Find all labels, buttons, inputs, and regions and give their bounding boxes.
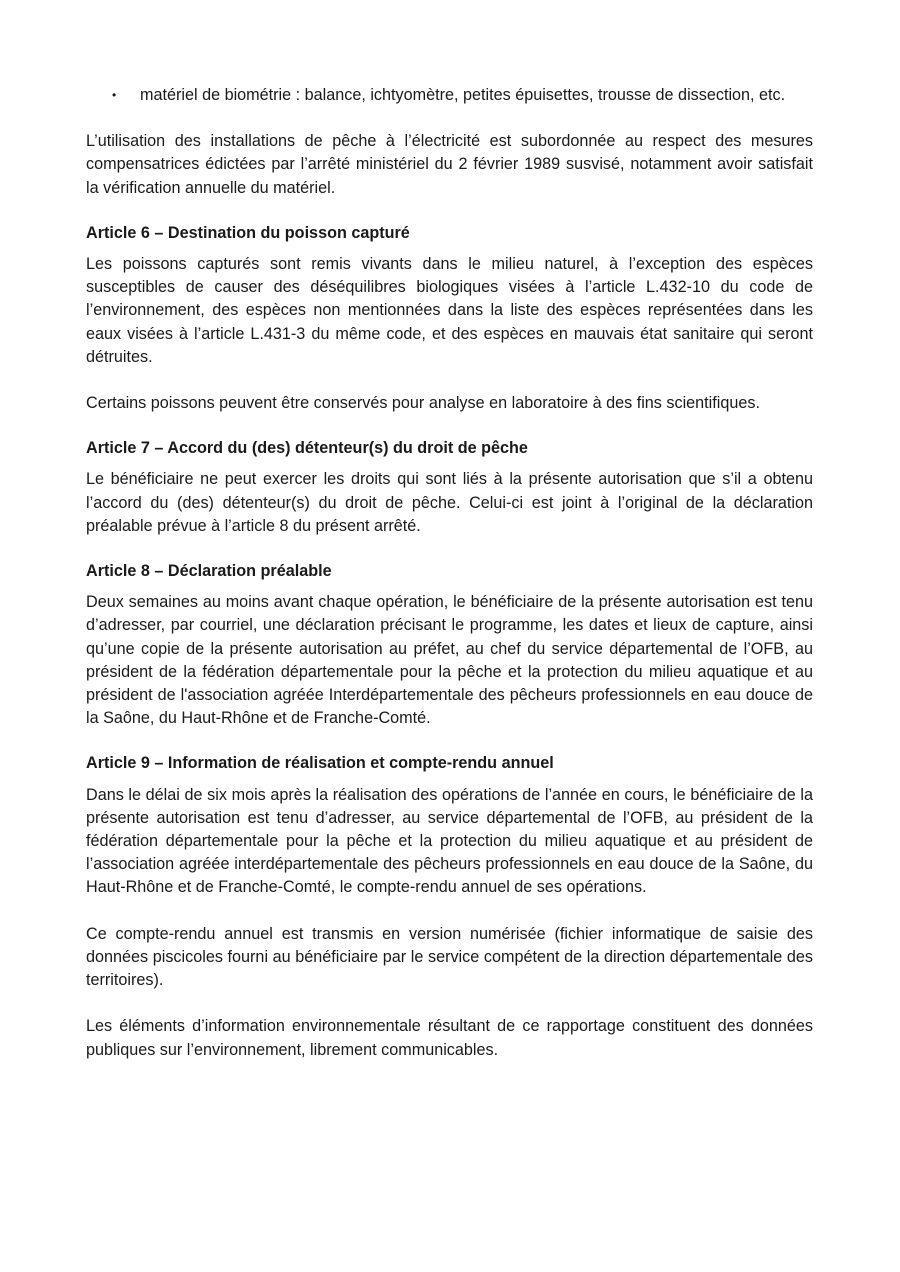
document-page — [86, 84, 813, 1062]
article-7-title: Article 7 – Accord du (des) détenteur(s) du droit de pêche — [86, 439, 528, 458]
article-7-paragraph-1: Le bénéficiaire ne peut exercer les droits qui sont liés à la présente autorisation que s’il a obtenu l’accord du (des) détenteur(s) du droit de pêche. Celui-ci est joint à l’original de la déclaration préalable prévue à l’article 8 du présent arrêté. — [86, 470, 813, 535]
intro-paragraph: L’utilisation des installations de pêche à l’électricité est subordonnée au respect des mesures compensatrices édictées par l’arrêté ministériel du 2 février 1989 susvisé, notamment avoir satisfait la vérification annuelle du matériel. — [86, 132, 813, 197]
article-6 — [86, 222, 813, 415]
article-8 — [86, 560, 813, 730]
article-9-paragraph-2: Ce compte-rendu annuel est transmis en version numérisée (fichier informatique de saisie des données piscicoles fourni au bénéficiaire par le service compétent de la direction départementale des territoires). — [86, 924, 813, 990]
article-8-paragraph-1: Deux semaines au moins avant chaque opération, le bénéficiaire de la présente autorisation est tenu d’adresser, par courriel, une déclaration précisant le programme, les dates et lieux de capture, ainsi qu’une copie de la présente autorisation au préfet, au chef du service départemental de l’OFB, au président de la fédération départementale pour la pêche et la protection du milieu aquatique et au président de l'association agréée Interdépartementale des pêcheurs professionnels en eau douce de la Saône, du Haut-Rhône et de Franche-Comté. — [86, 593, 813, 728]
article-6-title: Article 6 – Destination du poisson capturé — [86, 223, 410, 242]
bullet-text: matériel de biométrie : balance, ichtyomètre, petites épuisettes, trousse de dissection, etc. — [140, 86, 786, 104]
article-8-title: Article 8 – Déclaration préalable — [86, 562, 332, 581]
bullet-list-item — [112, 84, 813, 107]
article-9-paragraph-1: Dans le délai de six mois après la réalisation des opérations de l’année en cours, le bénéficiaire de la présente autorisation est tenu d’adresser, au service départemental de l’OFB, au président de la fédération départementale pour la pêche et la protection du milieu aquatique et au président de l’association agréée interdépartementale des pêcheurs professionnels en eau douce de la Saône, du Haut-Rhône et de Franche-Comté, le compte-rendu annuel de ses opérations. — [86, 785, 813, 897]
article-6-paragraph-1: Les poissons capturés sont remis vivants dans le milieu naturel, à l’exception des espèces susceptibles de causer des déséquilibres biologiques visées à l’article L.432-10 du code de l’environnement, des espèces non mentionnées dans la liste des espèces représentées dans les eaux visées à l’article L.431-3 du même code, et des espèces en mauvais état sanitaire qui seront détruites. — [86, 255, 813, 366]
article-9-title: Article 9 – Information de réalisation et compte-rendu annuel — [86, 754, 554, 773]
article-7 — [86, 437, 813, 538]
article-9 — [86, 752, 813, 1061]
article-9-paragraph-3: Les éléments d’information environnementale résultant de ce rapportage constituent des données publiques sur l’environnement, librement communicables. — [86, 1017, 813, 1059]
article-6-paragraph-2: Certains poissons peuvent être conservés pour analyse en laboratoire à des fins scientifiques. — [86, 394, 760, 413]
bullet-icon: • — [112, 88, 117, 102]
